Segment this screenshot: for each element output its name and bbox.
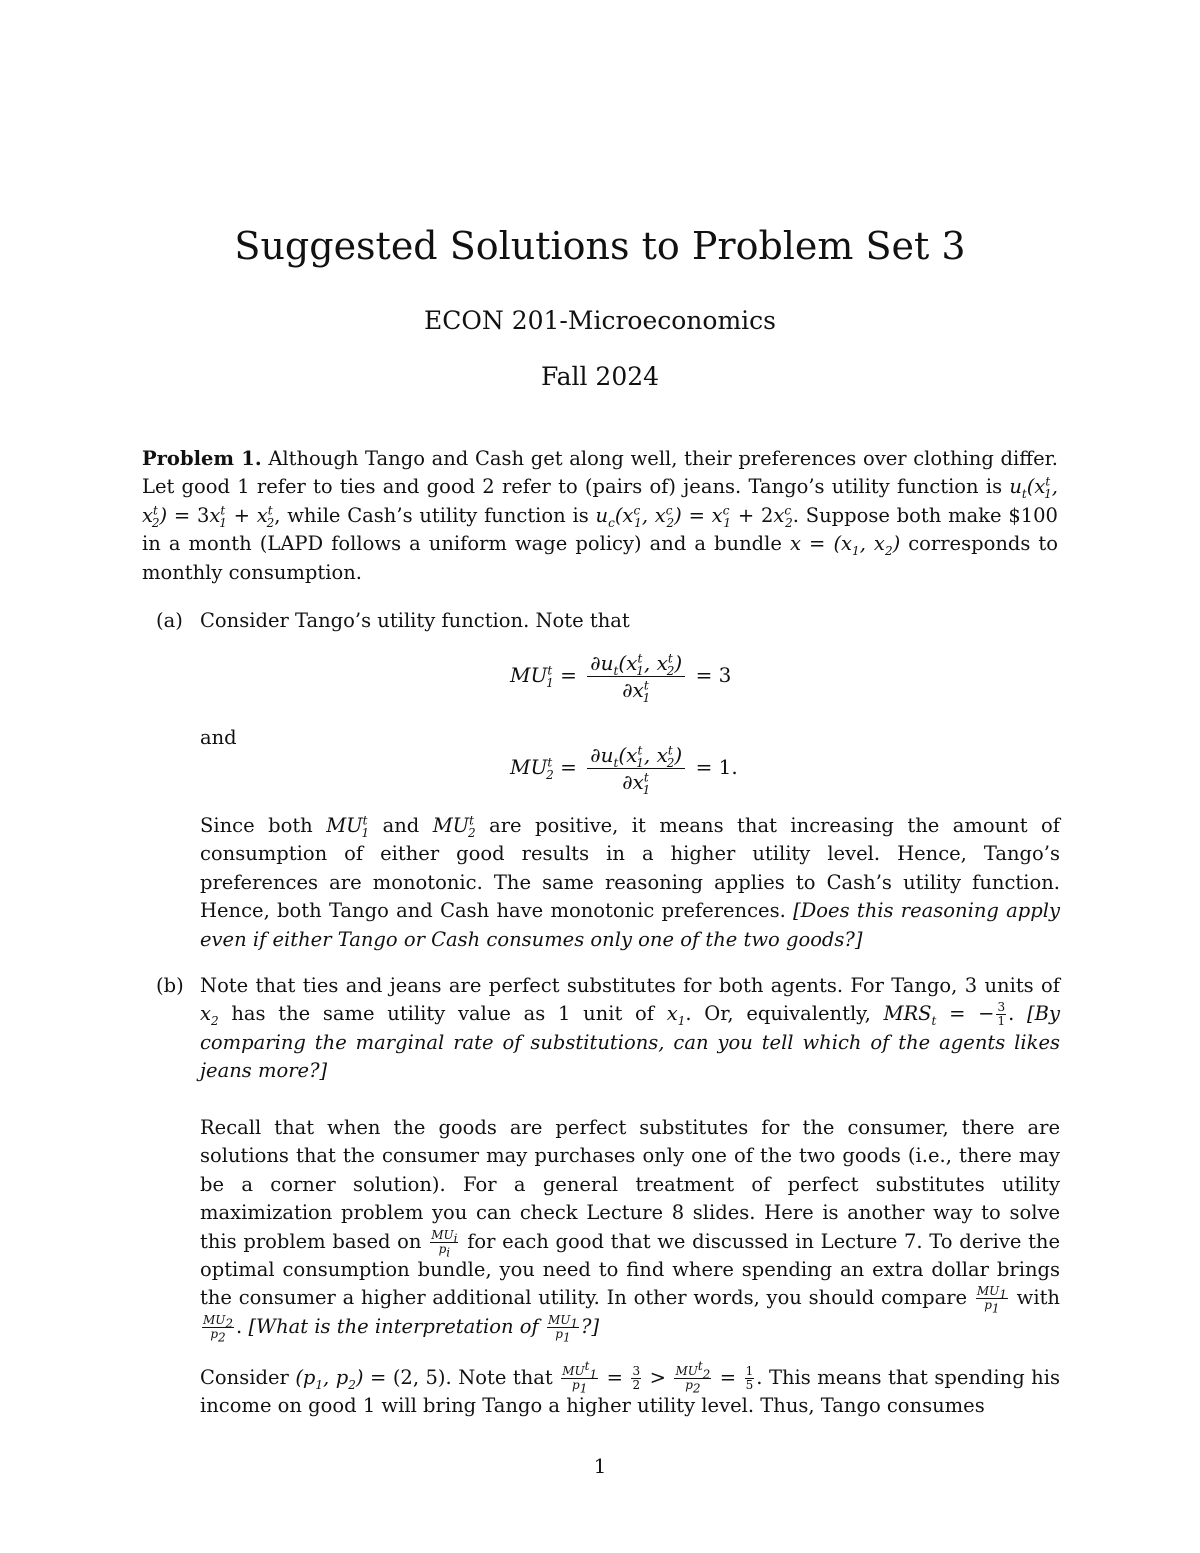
part-b-text: . This means that spending his income on good 1 will bring Tango a higher utility level. Thus, Tango consumes [200,1366,1060,1418]
part-b-text: has the same utility value as 1 unit of [231,1002,654,1026]
price-vector: ($p_1$, $p_2) = (2$, 5) [295,1366,446,1392]
tango-utility-formula: $u_t(x^t_1$, $x^t_2) = 3x^t_1 + x^t_2$ [142,474,1058,530]
equation-mu2: $MU^t_2$ = $\frac{\partial u_t(x^t_1, x^t_2)}{\partial x^t_1}$ = 1. [510,743,738,797]
part-a-text: are positive, it means that increasing the amount of consumption of either good results in a higher utility level. Hence, Tango’s preferences are monotonic. The same reasoning applies to Cash’s utility function. Hence, both Tango and Cash have monotonic preferences. [200,814,1061,923]
part-a-lead: Consider Tango’s utility function. Note that [200,609,630,632]
three-halves: $\frac{3}{2}$ [632,1364,641,1392]
and-text: and [200,726,237,749]
part-b-third-paragraph: Consider ($p_1$, $p_2) = (2$, 5). Note that $\frac{MU^t_1}{p_1}$ = $\frac{3}{2}$ > $\frac{MU^t_2}{p_2}$ = $\frac{1}{5}$ . This means that spending his income on good 1 will bring Tango a higher utility level. Thus, Tango consumes [200,1359,1060,1418]
part-b-first-paragraph: Note that ties and jeans are perfect substitutes for both agents. For Tango, 3 units of $x_2$ has the same utility value as 1 unit of $x_1$. Or, equivalently, $MRS_t$ = − $\frac{3}{1}$ . [By comparing the marginal rate of substitutions, can you tell which of the agents likes jeans more?] [200,974,1061,1083]
bundle-formula: $x = (x_1$, $x_2$) [789,532,901,559]
equation-mu2-value: = 1. [695,755,738,779]
cash-utility-formula: $u_c(x^c_1$, $x^c_2) = x^c_1 + 2x^c_2$ [595,503,793,530]
mrs-formula: $MRS_t$ = − $\frac{3}{1}$ [883,1000,1006,1029]
problem-1-statement [142,445,1058,587]
problem-intro-text: corresponds to monthly consumption. [142,532,1058,584]
part-b-question: ?] [580,1314,600,1338]
mu1-over-p1-fraction: $\frac{MU_1}{p_1}$ [547,1312,578,1345]
part-a-label: (a) [156,609,183,632]
part-b-text: . Note that [445,1366,553,1389]
part-b-text: . Or, equivalently, [685,1002,871,1026]
part-a-question: [Does this reasoning apply even if either Tango or Cash consumes only one of the two goods?] [200,899,1060,951]
part-a-text: Since both [200,814,313,837]
x1-symbol: $x_1$ [666,1002,686,1029]
problem-intro-text: , while Cash’s utility function is [274,503,589,527]
part-b-text: with [1016,1286,1060,1310]
part-b-text: Note that ties and jeans are perfect substitutes for both agents. For Tango, 3 units of [200,974,1060,997]
part-b-second-paragraph: Recall that when the goods are perfect substitutes for the consumer, there are solutions that the consumer may purchases only one of the two goods (i.e., there may be a corner solution). For a general treatment of perfect substitutes utility maximization problem you can check Lecture 8 slides. Here is another way to solve this problem based on $\frac{MU_i}{p_i}$ for each good that we discussed in Lecture 7. To derive the optimal consumption bundle, you need to find where spending an extra dollar brings the consumer a higher additional utility. In other words, you should compare $\frac{MU_1}{p_1}$ with $\frac{MU_2}{p_2}$ . [What is the interpretation of $\frac{MU_1}{p_1}$ ?] [200,1116,1061,1345]
mu1-over-p1-fraction: $\frac{MU_1}{p_1}$ [976,1284,1007,1316]
problem-label: Problem 1. [142,447,262,470]
course-name: ECON 201-Microeconomics [424,306,776,335]
tango-mu1-over-p1: $\frac{MU^t_1}{p_1}$ [562,1359,598,1396]
part-b-label: (b) [156,974,184,997]
equation-mu1: $MU^t_1$ = $\frac{\partial u_t(x^t_1, x^t_2)}{\partial x^t_1}$ = 3 [510,651,732,705]
one-fifth: $\frac{1}{5}$ [745,1364,754,1392]
part-b-question: [What is the interpretation of [248,1314,539,1338]
mu-over-price-fraction: $\frac{MU_i}{p_i}$ [431,1227,458,1260]
part-b-question: [By comparing the marginal rate of substitutions, can you tell which of the agents likes jeans more?] [200,1002,1061,1083]
problem-intro-text: Although Tango and Cash get along well, their preferences over clothing differ. Let good 1 refer to ties and good 2 refer to (pairs of) jeans. Tango’s utility function is [142,447,1058,499]
part-b-text: Consider [200,1366,289,1389]
part-a-discussion [200,812,1060,954]
equation-mu1-value: = 3 [695,663,732,687]
mu2-symbol: $MU^t_2$ [432,813,476,840]
x2-symbol: $x_2$ [200,1002,219,1029]
problem-intro-text: . Suppose both make $100 in a month (LAPD follows a uniform wage policy) and a bundle [142,503,1058,556]
mu2-over-p2-fraction: $\frac{MU_2}{p_2}$ [203,1312,234,1345]
term: Fall 2024 [540,362,660,391]
part-b-text: for each good that we discussed in Lecture 7. To derive the optimal consumption bundle, you need to find where spending an extra dollar brings the consumer a higher additional utility. In other words, you should compare [200,1229,1061,1310]
document-title: Suggested Solutions to Problem Set 3 [234,224,966,268]
mu1-symbol: $MU^t_1$ [326,813,370,840]
part-b-text: Recall that when the goods are perfect substitutes for the consumer, there are solutions that the consumer may purchases only one of the two goods (i.e., there may be a corner solution). For a general treatment of perfect substitutes utility maximization problem you can check Lecture 8 slides. Here is another way to solve this problem based on [200,1116,1060,1253]
part-a-text: and [382,814,420,837]
page-number: 1 [593,1454,607,1478]
tango-mu2-over-p2: $\frac{MU^t_2}{p_2}$ [675,1359,711,1396]
